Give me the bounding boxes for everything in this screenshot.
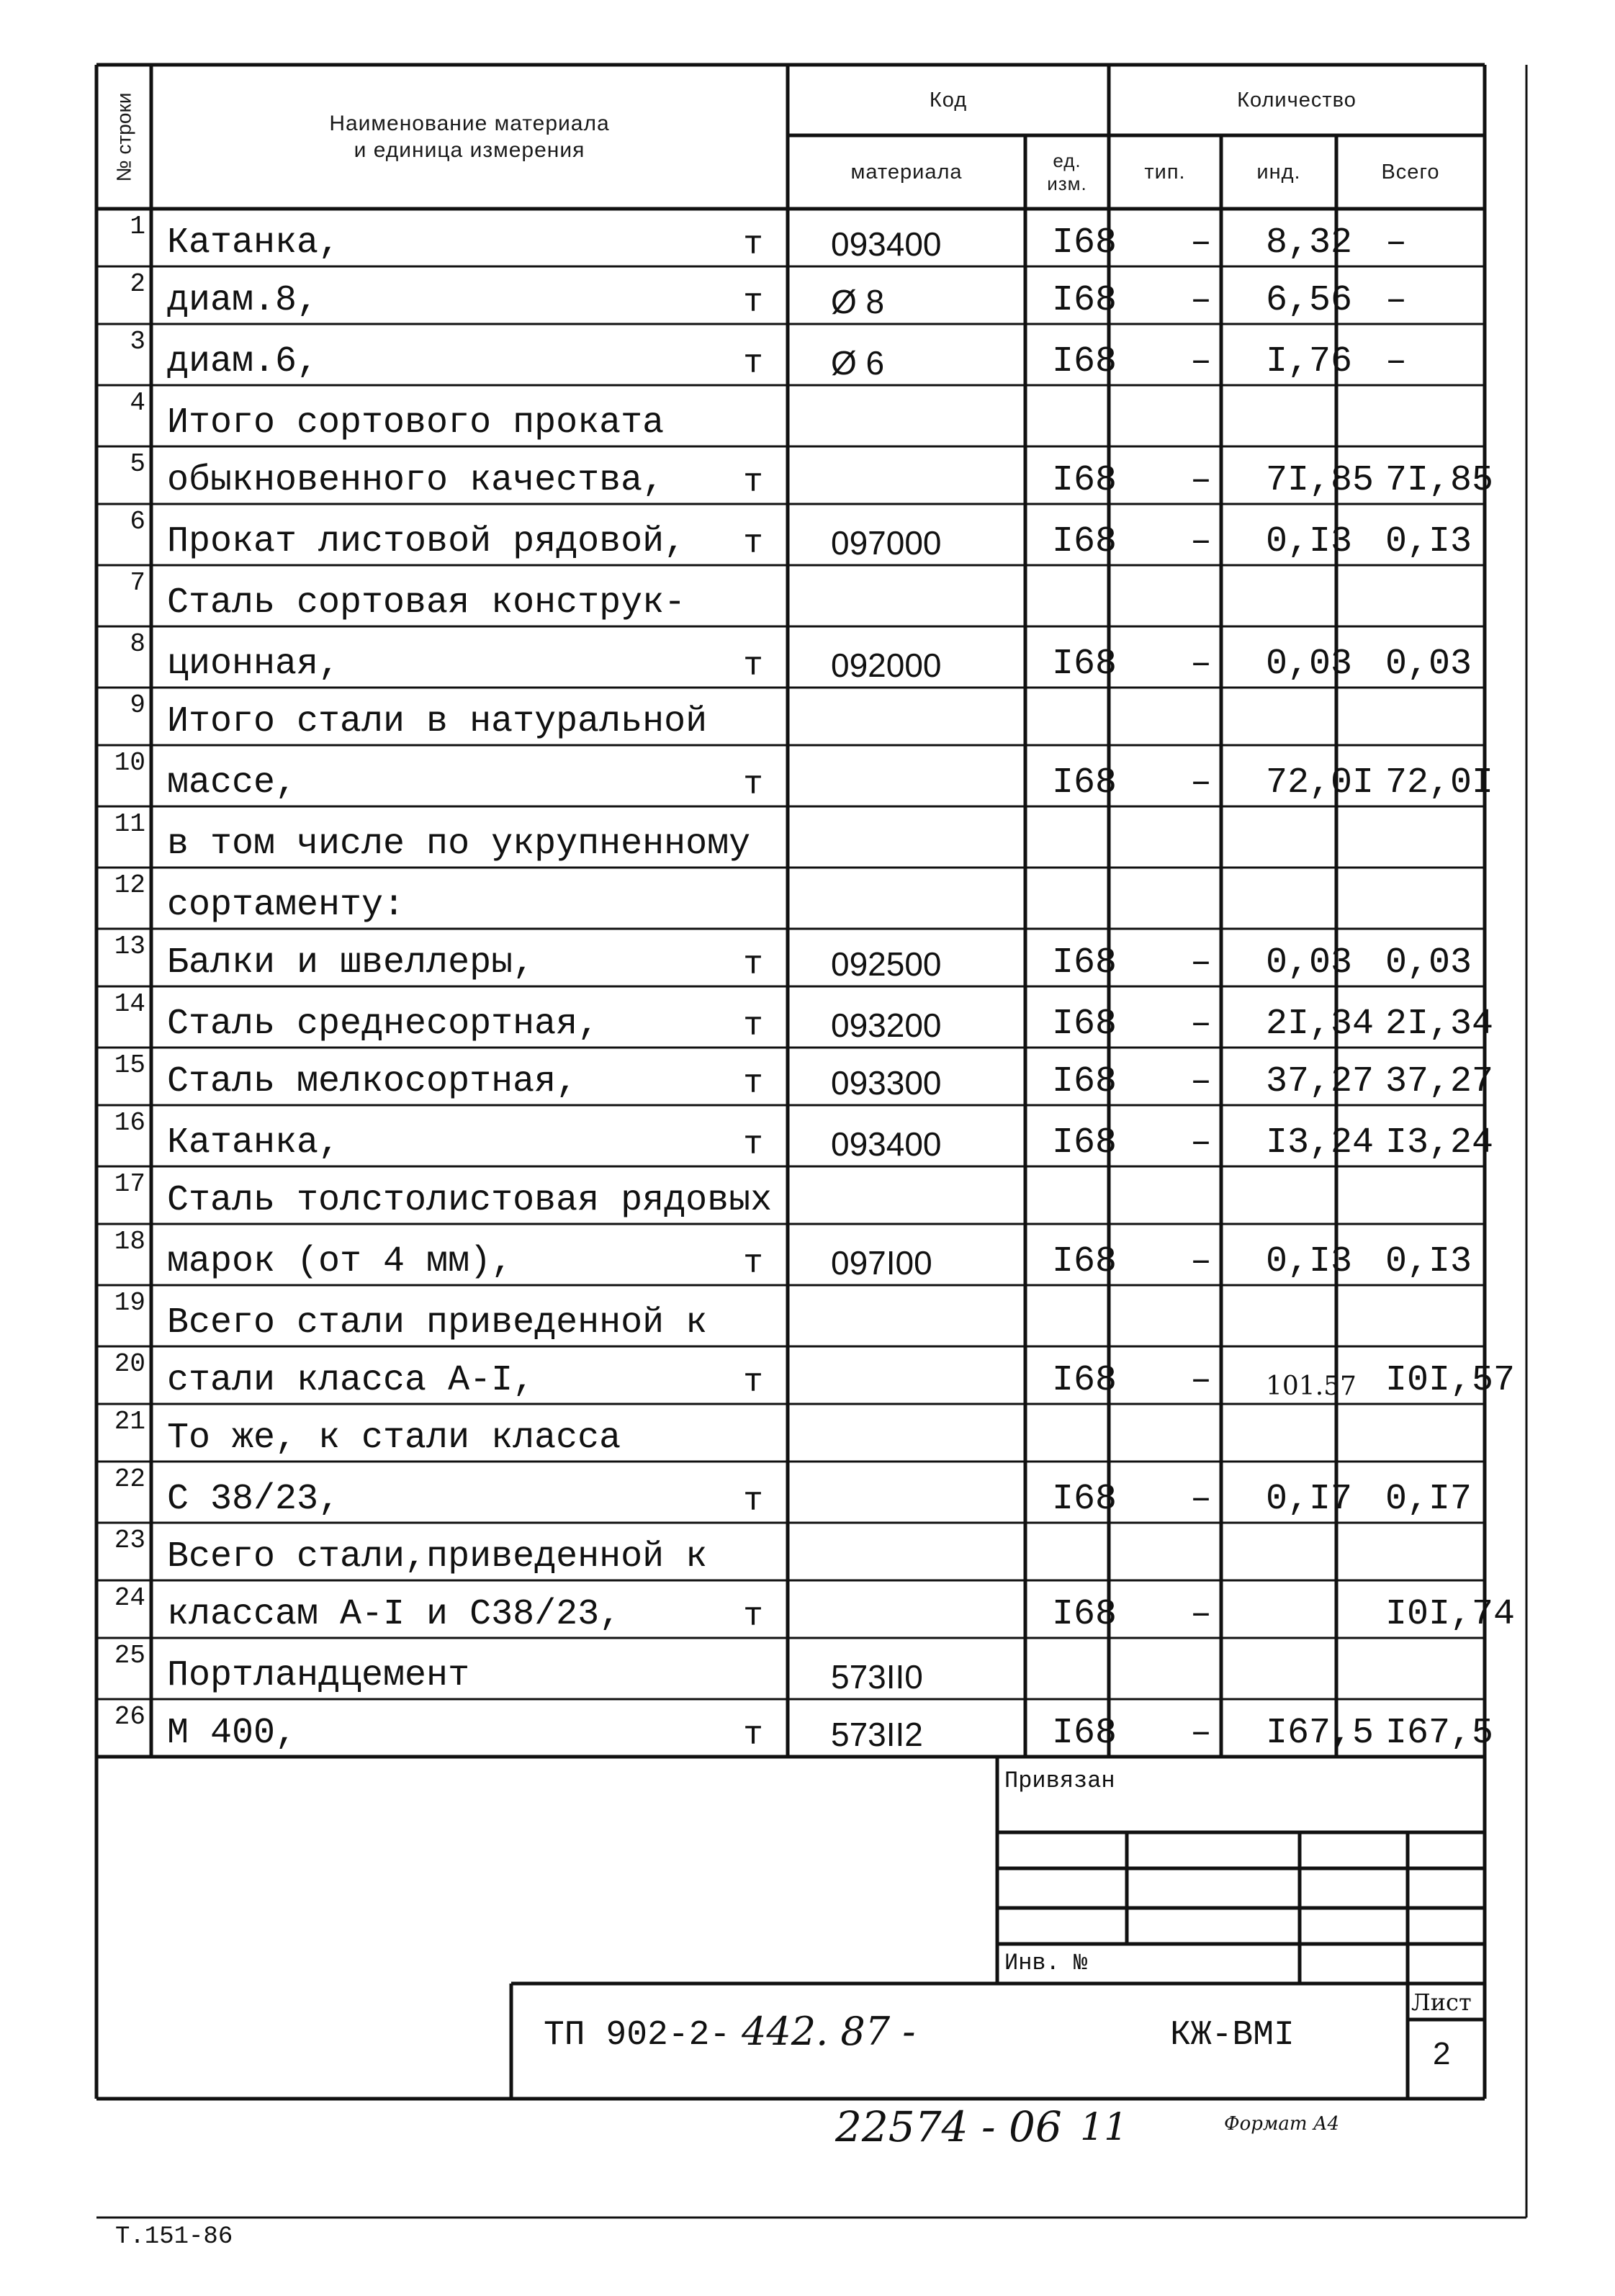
material-name: диам.6, — [167, 341, 319, 382]
unit-code: I68 — [1051, 521, 1117, 562]
row-number: 6 — [130, 507, 145, 536]
row-number-label: № строки — [112, 92, 135, 181]
unit — [710, 1404, 796, 1462]
qty-typ: – — [1189, 1594, 1212, 1635]
unit — [710, 806, 796, 868]
qty-total: 0,I3 — [1385, 1241, 1472, 1282]
qty-total: I3,24 — [1385, 1122, 1494, 1163]
qty-total — [1374, 1523, 1518, 1580]
row-number: 16 — [114, 1108, 145, 1138]
material-code: Ø 6 — [831, 344, 885, 382]
row-number: 21 — [114, 1407, 145, 1436]
header-qty-ind: инд. — [1256, 160, 1301, 184]
table-row — [96, 266, 1485, 324]
row-number: 10 — [114, 748, 145, 778]
unit — [710, 1285, 796, 1346]
qty-ind: I,76 — [1266, 341, 1353, 382]
table-row — [96, 1404, 1485, 1462]
table-row — [96, 1580, 1516, 1638]
header-quantity: Количество — [1237, 88, 1357, 112]
qty-ind — [1259, 868, 1374, 929]
qty-total: 0,03 — [1385, 942, 1472, 983]
material-code — [821, 565, 1025, 626]
material-code: 093200 — [831, 1007, 942, 1044]
row-number: 23 — [114, 1526, 145, 1555]
material-code: 573II0 — [831, 1658, 923, 1696]
header-row-number — [96, 65, 151, 209]
qty-typ: – — [1189, 762, 1212, 803]
unit-code: I68 — [1051, 1713, 1117, 1754]
qty-total: 37,27 — [1385, 1061, 1494, 1102]
qty-total — [1374, 1285, 1518, 1346]
qty-ind: 2I,34 — [1266, 1004, 1375, 1045]
material-code — [821, 1462, 1025, 1523]
qty-typ: – — [1189, 460, 1212, 501]
document-mark: КЖ-ВМI — [1170, 2016, 1295, 2055]
unit: т — [743, 1126, 763, 1163]
table-row — [96, 209, 1485, 266]
inventory-label: Инв. № — [1004, 1950, 1088, 1976]
document-handwritten-number: 442. 87 - — [742, 2009, 916, 2054]
row-number: 22 — [114, 1464, 145, 1494]
material-code — [821, 806, 1025, 868]
unit: т — [743, 946, 763, 983]
row-number: 7 — [130, 568, 145, 598]
qty-total — [1374, 868, 1518, 929]
table-row — [96, 1166, 1485, 1224]
material-name: Сталь сортовая конструк- — [167, 582, 686, 623]
row-number: 11 — [114, 809, 145, 839]
qty-ind: I3,24 — [1266, 1122, 1375, 1163]
qty-total — [1374, 1404, 1518, 1462]
table-row — [96, 385, 1485, 446]
qty-ind: 0,I3 — [1266, 521, 1353, 562]
unit — [710, 868, 796, 929]
format-label: Формат А4 — [1224, 2113, 1340, 2135]
material-code: 097000 — [831, 524, 942, 562]
unit-code — [1025, 806, 1143, 868]
qty-ind: 0,I3 — [1266, 1241, 1353, 1282]
row-number: 20 — [114, 1349, 145, 1379]
qty-total: – — [1385, 280, 1408, 321]
material-name: сортаменту: — [167, 885, 405, 926]
qty-typ: – — [1189, 1713, 1212, 1754]
table-row — [96, 1462, 1485, 1523]
material-name: Итого сортового проката — [167, 402, 665, 444]
material-name-line1: Наименование материала — [329, 111, 610, 135]
material-name: Сталь толстолистовая рядовых — [167, 1180, 773, 1221]
header-qty-total: Всего — [1381, 160, 1440, 184]
unit: т — [743, 647, 763, 685]
unit: т — [743, 1245, 763, 1282]
material-name: диам.8, — [167, 280, 319, 321]
table-row — [96, 745, 1494, 806]
row-number: 13 — [114, 932, 145, 961]
row-number: 4 — [130, 388, 145, 418]
unit: т — [743, 766, 763, 803]
table-row — [96, 806, 1485, 868]
qty-typ — [1143, 806, 1259, 868]
qty-ind: 6,56 — [1266, 280, 1353, 321]
unit — [710, 565, 796, 626]
code-unit-line1: ед. — [1053, 149, 1081, 171]
qty-typ: – — [1189, 1061, 1212, 1102]
unit: т — [743, 464, 763, 501]
unit — [710, 688, 796, 745]
code-unit-line2: изм. — [1047, 173, 1087, 194]
qty-ind — [1259, 1285, 1374, 1346]
row-number: 24 — [114, 1583, 145, 1613]
qty-ind — [1259, 1580, 1374, 1638]
qty-ind: I67,5 — [1266, 1713, 1375, 1754]
row-number: 8 — [130, 629, 145, 659]
material-name: Итого стали в натуральной — [167, 701, 708, 742]
qty-total: 7I,85 — [1385, 460, 1494, 501]
handwritten-archive-number: 22574 - 06 — [835, 2102, 1062, 2151]
material-name: обыкновенного качества, — [167, 460, 665, 501]
table-row — [96, 1346, 1516, 1404]
table-row — [96, 868, 1485, 929]
unit: т — [743, 226, 763, 264]
table-row — [96, 504, 1485, 565]
row-number: 26 — [114, 1702, 145, 1732]
table-row — [96, 1224, 1485, 1285]
qty-total — [1374, 1166, 1518, 1224]
qty-typ — [1143, 1638, 1259, 1699]
qty-total: I67,5 — [1385, 1713, 1494, 1754]
qty-typ — [1143, 868, 1259, 929]
form-code: Т.151-86 — [115, 2223, 233, 2251]
table-row — [96, 446, 1494, 504]
qty-ind — [1259, 1638, 1374, 1699]
qty-typ — [1143, 1404, 1259, 1462]
handwritten-page: 11 — [1080, 2106, 1128, 2149]
unit-code — [1025, 385, 1143, 446]
unit — [710, 1523, 796, 1580]
row-number: 19 — [114, 1288, 145, 1318]
header-code-unit — [1025, 135, 1109, 209]
material-name: марок (от 4 мм), — [167, 1241, 513, 1282]
material-code — [821, 1404, 1025, 1462]
header-code-material: материала — [850, 160, 963, 184]
material-code — [821, 1166, 1025, 1224]
material-code: 092500 — [831, 945, 942, 983]
material-code — [821, 446, 1025, 504]
table-row — [96, 1105, 1494, 1166]
material-code — [821, 1523, 1025, 1580]
material-name: М 400, — [167, 1713, 297, 1754]
unit-code: I68 — [1051, 1360, 1117, 1401]
material-code — [821, 385, 1025, 446]
bound-label: Привязан — [1004, 1768, 1115, 1794]
qty-typ — [1143, 1166, 1259, 1224]
qty-ind — [1259, 1166, 1374, 1224]
qty-total — [1374, 385, 1518, 446]
qty-total: 0,03 — [1385, 644, 1472, 685]
row-number: 18 — [114, 1227, 145, 1256]
qty-typ: – — [1189, 1479, 1212, 1520]
unit: т — [743, 1716, 763, 1754]
material-name: То же, к стали класса — [167, 1418, 621, 1459]
unit-code: I68 — [1051, 1594, 1117, 1635]
unit-code — [1025, 1638, 1143, 1699]
qty-total: I0I,57 — [1385, 1360, 1516, 1401]
material-name: Всего стали приведенной к — [167, 1302, 708, 1343]
qty-ind — [1259, 1523, 1374, 1580]
qty-ind: 0,03 — [1266, 644, 1353, 685]
material-name: в том числе по укрупненному — [167, 824, 751, 865]
material-name: массе, — [167, 762, 297, 803]
table-row — [96, 1285, 1485, 1346]
qty-ind: 0,03 — [1266, 942, 1353, 983]
qty-total: 0,I7 — [1385, 1479, 1472, 1520]
unit-code: I68 — [1051, 460, 1117, 501]
unit-code — [1025, 565, 1143, 626]
qty-ind — [1259, 385, 1374, 446]
material-name-line2: и единица измерения — [354, 138, 585, 162]
qty-ind: 72,0I — [1266, 762, 1375, 803]
qty-total: 72,0I — [1385, 762, 1494, 803]
qty-typ: – — [1189, 1241, 1212, 1282]
row-number: 25 — [114, 1641, 145, 1670]
unit-code — [1025, 688, 1143, 745]
qty-ind: 8,32 — [1266, 222, 1353, 264]
row-number: 9 — [130, 690, 145, 720]
sheet-number: 2 — [1433, 2036, 1451, 2071]
material-name: ционная, — [167, 644, 341, 685]
qty-ind: 0,I7 — [1266, 1479, 1353, 1520]
table-row — [96, 1048, 1494, 1105]
unit: т — [743, 525, 763, 562]
qty-typ — [1143, 688, 1259, 745]
material-name: классам А-I и С38/23, — [167, 1594, 621, 1635]
unit-code: I68 — [1051, 762, 1117, 803]
unit-code: I68 — [1051, 1061, 1117, 1102]
row-number: 15 — [114, 1050, 145, 1080]
unit — [710, 1638, 796, 1699]
qty-typ — [1143, 1285, 1259, 1346]
qty-typ: – — [1189, 942, 1212, 983]
qty-ind — [1259, 688, 1374, 745]
qty-total — [1374, 688, 1518, 745]
qty-ind — [1259, 806, 1374, 868]
unit-code: I68 — [1051, 942, 1117, 983]
header-qty-typ: тип. — [1144, 160, 1186, 184]
material-code — [821, 688, 1025, 745]
header-code: Код — [929, 88, 968, 112]
qty-typ — [1143, 385, 1259, 446]
qty-total — [1374, 806, 1518, 868]
qty-typ: – — [1189, 521, 1212, 562]
material-code — [821, 745, 1025, 806]
material-code: 092000 — [831, 647, 942, 684]
table-row — [96, 565, 1485, 626]
table-row — [96, 1638, 1485, 1699]
unit — [710, 1166, 796, 1224]
qty-typ: – — [1189, 280, 1212, 321]
qty-ind — [1259, 1404, 1374, 1462]
qty-total: 2I,34 — [1385, 1004, 1494, 1045]
unit: т — [743, 1482, 763, 1520]
material-code — [821, 868, 1025, 929]
table-row — [96, 1699, 1494, 1757]
material-name: стали класса А-I, — [167, 1360, 535, 1401]
unit-code: I68 — [1051, 1122, 1117, 1163]
unit-code: I68 — [1051, 280, 1117, 321]
unit-code — [1025, 1404, 1143, 1462]
material-code: 093400 — [831, 1125, 942, 1163]
material-name: Катанка, — [167, 222, 341, 264]
material-name: Сталь мелкосортная, — [167, 1061, 578, 1102]
unit: т — [743, 284, 763, 321]
unit: т — [743, 1598, 763, 1635]
document-prefix: ТП 902-2- — [544, 2016, 731, 2055]
material-code — [821, 1285, 1025, 1346]
material-code — [821, 1346, 1025, 1404]
material-code — [821, 1580, 1025, 1638]
table-row — [96, 688, 1485, 745]
material-code: 097I00 — [831, 1244, 932, 1282]
table-row — [96, 626, 1485, 688]
qty-ind — [1259, 565, 1374, 626]
qty-total: 0,I3 — [1385, 521, 1472, 562]
material-code: 093400 — [831, 225, 942, 263]
qty-ind: 7I,85 — [1266, 460, 1375, 501]
unit-code — [1025, 1285, 1143, 1346]
table-row — [96, 324, 1485, 385]
qty-typ: – — [1189, 1122, 1212, 1163]
unit-code — [1025, 1166, 1143, 1224]
material-name: Всего стали,приведенной к — [167, 1536, 708, 1577]
unit: т — [743, 1364, 763, 1401]
qty-typ: – — [1189, 1360, 1212, 1401]
unit-code: I68 — [1051, 1479, 1117, 1520]
unit-code: I68 — [1051, 222, 1117, 264]
qty-typ: – — [1189, 644, 1212, 685]
material-code: Ø 8 — [831, 283, 885, 320]
row-number: 12 — [114, 870, 145, 900]
table-row — [96, 1523, 1485, 1580]
qty-typ — [1143, 565, 1259, 626]
row-number: 14 — [114, 989, 145, 1019]
material-name: Прокат листовой рядовой, — [167, 521, 686, 562]
table-row — [96, 986, 1494, 1048]
row-number: 17 — [114, 1169, 145, 1199]
material-code: 573II2 — [831, 1716, 923, 1753]
row-number: 3 — [130, 327, 145, 356]
unit-code: I68 — [1051, 644, 1117, 685]
qty-ind: 37,27 — [1266, 1061, 1375, 1102]
table-row — [96, 929, 1485, 986]
unit — [710, 385, 796, 446]
unit-code: I68 — [1051, 1241, 1117, 1282]
unit-code: I68 — [1051, 341, 1117, 382]
header-material-name — [151, 65, 788, 209]
material-name: С 38/23, — [167, 1479, 341, 1520]
qty-typ: – — [1189, 222, 1212, 264]
qty-total: – — [1385, 341, 1408, 382]
sheet-label: Лист — [1411, 1989, 1472, 2016]
qty-total: – — [1385, 222, 1408, 264]
material-name: Сталь среднесортная, — [167, 1004, 600, 1045]
unit-code: I68 — [1051, 1004, 1117, 1045]
material-name: Портландцемент — [167, 1655, 470, 1696]
row-number: 5 — [130, 449, 145, 479]
unit: т — [743, 1065, 763, 1102]
qty-typ: – — [1189, 1004, 1212, 1045]
material-code: 093300 — [831, 1064, 942, 1102]
row-number: 1 — [130, 212, 145, 241]
qty-total — [1374, 1638, 1518, 1699]
material-name: Балки и швеллеры, — [167, 942, 535, 983]
qty-ind: 101.57 — [1266, 1372, 1357, 1401]
qty-typ: – — [1189, 341, 1212, 382]
unit-code — [1025, 1523, 1143, 1580]
qty-total: I0I,74 — [1385, 1594, 1516, 1635]
qty-typ — [1143, 1523, 1259, 1580]
unit-code — [1025, 868, 1143, 929]
unit: т — [743, 345, 763, 382]
qty-total — [1374, 565, 1518, 626]
unit: т — [743, 1007, 763, 1045]
row-number: 2 — [130, 269, 145, 299]
material-name: Катанка, — [167, 1122, 341, 1163]
